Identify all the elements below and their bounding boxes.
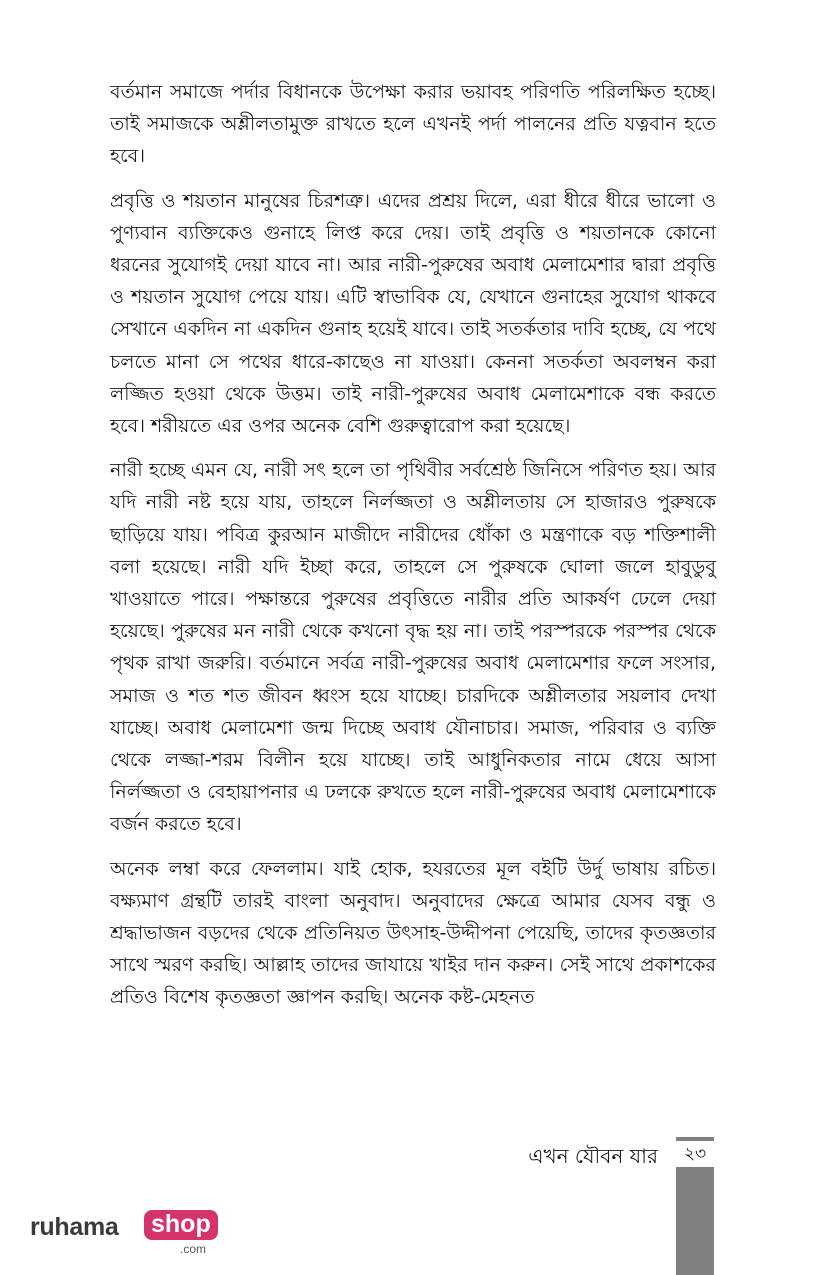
- paragraph: নারী হচ্ছে এমন যে, নারী সৎ হলে তা পৃথিবীর সর্বশ্রেষ্ঠ জিনিসে পরিণত হয়। আর যদি নারী নষ্ট হয়ে যায়, তাহলে নির্লজ্জতা ও অশ্লীলতায় সে হাজারও পুরুষকে ছাড়িয়ে যায়। পবিত্র কুরআন মাজীদে নারীদের ধোঁকা ও মন্ত্রণাকে বড় শক্তিশালী বলা হয়েছে। নারী যদি ইচ্ছা করে, তাহলে সে পুরুষকে ঘোলা জলে হাবুডুবু খাওয়াতে পারে। পক্ষান্তরে পুরুষের প্রবৃত্তিতে নারীর প্রতি আকর্ষণ ঢেলে দেয়া হয়েছে। পুরুষের মন নারী থেকে কখনো বৃদ্ধ হয় না। তাই পরস্পরকে পরস্পর থেকে পৃথক রাখা জরুরি। বর্তমানে সর্বত্র নারী-পুরুষের অবাধ মেলামেশার ফলে সংসার, সমাজ ও শত শত জীবন ধ্বংস হয়ে যাচ্ছে। চারদিকে অশ্লীলতার সয়লাব দেখা যাচ্ছে। অবাধ মেলামেশা জন্ম দিচ্ছে অবাধ যৌনাচার। সমাজ, পরিবার ও ব্যক্তি থেকে লজ্জা-শরম বিলীন হয়ে যাচ্ছে। তাই আধুনিকতার নামে ধেয়ে আসা নির্লজ্জতা ও বেহায়াপনার এ ঢলকে রুখতে হলে নারী-পুরুষের অবাধ মেলামেশাকে বর্জন করতে হবে।: [110, 459, 716, 836]
- paragraph: প্রবৃত্তি ও শয়তান মানুষের চিরশত্রু। এদের প্রশ্রয় দিলে, এরা ধীরে ধীরে ভালো ও পুণ্যবান ব্যক্তিকেও গুনাহে লিপ্ত করে দেয়। তাই প্রবৃত্তি ও শয়তানকে কোনো ধরনের সুযোগই দেয়া যাবে না। আর নারী-পুরুষের অবাধ মেলামেশার দ্বারা প্রবৃত্তি ও শয়তান সুযোগ পেয়ে যায়। এটি স্বাভাবিক যে, যেখানে গুনাহের সুযোগ থাকবে সেখানে একদিন না একদিন গুনাহ হয়েই যাবে। তাই সতর্কতার দাবি হচ্ছে, যে পথে চলতে মানা সে পথের ধারে-কাছেও না যাওয়া। কেননা সতর্কতা অবলম্বন করা লজ্জিত হওয়া থেকে উত্তম। তাই নারী-পুরুষের অবাধ মেলামেশাকে বন্ধ করতে হবে। শরীয়তে এর ওপর অনেক বেশি গুরুত্বারোপ করা হয়েছে।: [110, 189, 716, 438]
- publisher-logo: [30, 1208, 230, 1260]
- logo-wordmark-ruhama: ruhama: [30, 1213, 119, 1241]
- logo-domain: .com: [180, 1242, 207, 1256]
- page-number: ২৩: [676, 1137, 714, 1167]
- running-title: এখন যৌবন যার: [528, 1144, 658, 1168]
- paragraph: অনেক লম্বা করে ফেললাম। যাই হোক, হযরতের মূল বইটি উর্দু ভাষায় রচিত। বক্ষ্যমাণ গ্রন্থটি তারই বাংলা অনুবাদ। অনুবাদের ক্ষেত্রে আমার যেসব বন্ধু ও শ্রদ্ধাভাজন বড়দের থেকে প্রতিনিয়ত উৎসাহ-উদ্দীপনা পেয়েছি, তাদের কৃতজ্ঞতার সাথে স্মরণ করছি। আল্লাহ তাদের জাযায়ে খাইর দান করুন। সেই সাথে প্রকাশকের প্রতিও বিশেষ কৃতজ্ঞতা জ্ঞাপন করছি। অনেক কষ্ট-মেহনত: [110, 857, 716, 1009]
- logo-wordmark-shop: shop: [144, 1210, 218, 1240]
- paragraph: বর্তমান সমাজে পর্দার বিধানকে উপেক্ষা করার ভয়াবহ পরিণতি পরিলক্ষিত হচ্ছে। তাই সমাজকে অশ্লীলতামুক্ত রাখতে হলে এখনই পর্দা পালনের প্রতি যত্নবান হতে হবে।: [110, 81, 716, 168]
- body-text: [110, 76, 716, 1026]
